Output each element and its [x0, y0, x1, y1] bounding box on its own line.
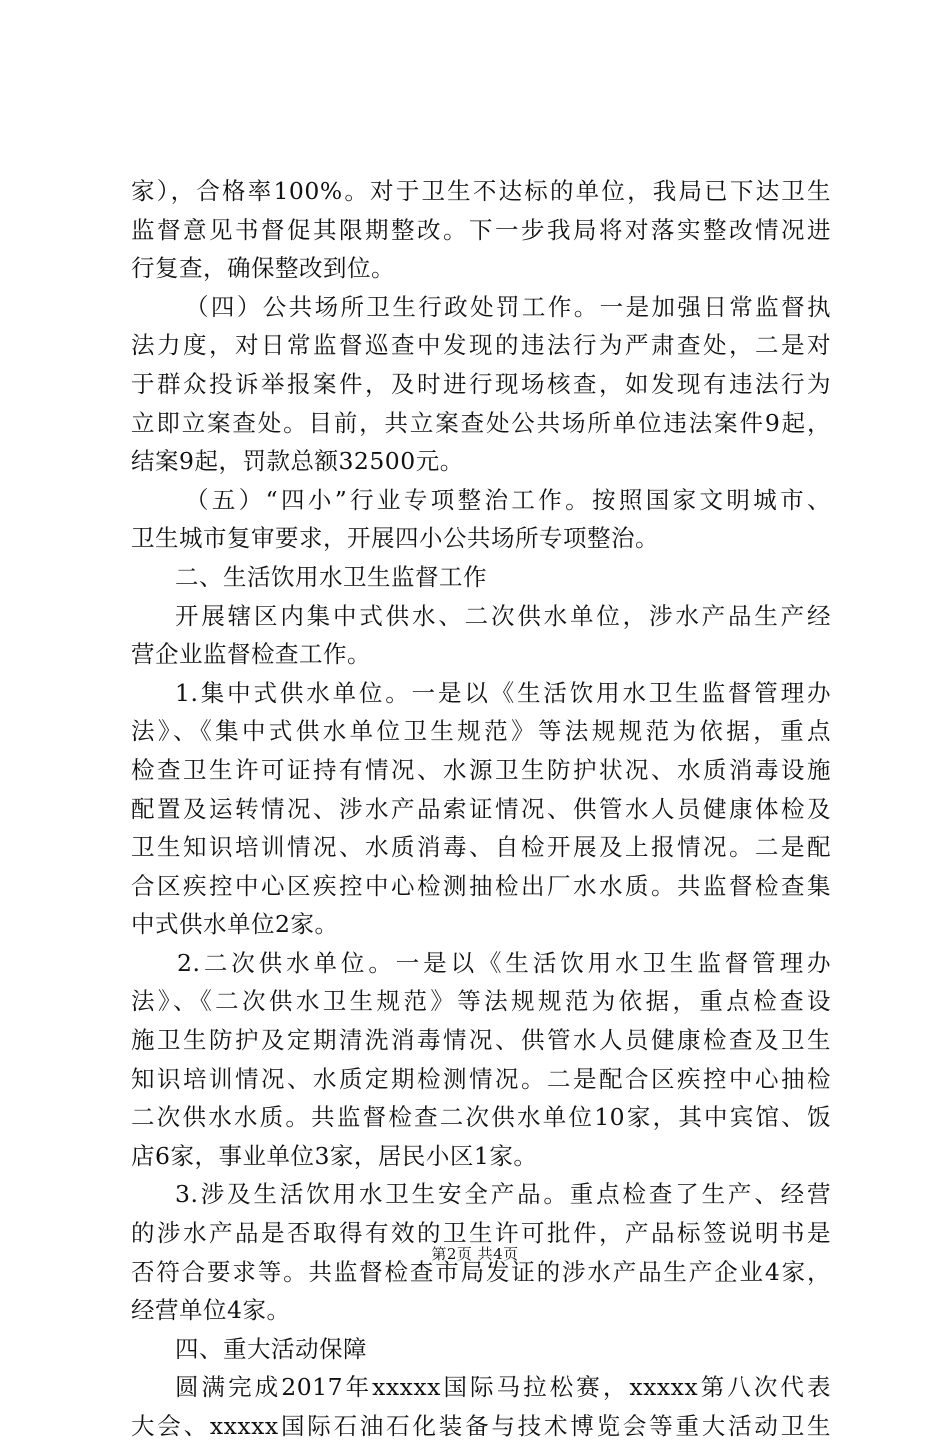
text-line: 开展辖区内集中式供水、二次供水单位，涉水产品生产经	[175, 601, 831, 630]
text-line: 四、重大活动保障	[175, 1334, 367, 1363]
text-line: （五）“四小”行业专项整治工作。按照国家文明城市、	[185, 485, 831, 514]
text-line: 监督意见书督促其限期整改。下一步我局将对落实整改情况进	[131, 215, 831, 244]
text-line: 营企业监督检查工作。	[131, 640, 371, 669]
text-line: 卫生知识培训情况、水质消毒、自检开展及上报情况。二是配	[131, 833, 831, 862]
text-line: 圆满完成2017年xxxxx国际马拉松赛，xxxxx第八次代表	[175, 1373, 831, 1402]
text-line: 立即立案查处。目前，共立案查处公共场所单位违法案件9起，	[131, 408, 831, 437]
text-line: 否符合要求等。共监督检查市局发证的涉水产品生产企业4家，	[131, 1257, 831, 1286]
text-line: 于群众投诉举报案件，及时进行现场核查，如发现有违法行为	[131, 369, 831, 398]
text-line: 法力度，对日常监督巡查中发现的违法行为严肃查处，二是对	[131, 331, 831, 360]
text-line: 的涉水产品是否取得有效的卫生许可批件，产品标签说明书是	[131, 1219, 831, 1248]
text-line: 法》、《集中式供水单位卫生规范》等法规规范为依据，重点	[131, 717, 831, 746]
text-line: 行复查，确保整改到位。	[131, 254, 395, 283]
text-line: 二、生活饮用水卫生监督工作	[175, 562, 487, 591]
text-line: 经营单位4家。	[131, 1296, 291, 1325]
text-line: 3.涉及生活饮用水卫生安全产品。重点检查了生产、经营	[175, 1180, 831, 1209]
text-line: 结案9起，罚款总额32500元。	[131, 447, 464, 476]
text-line: 2.二次供水单位。一是以《生活饮用水卫生监督管理办	[177, 948, 831, 977]
text-line: （四）公共场所卫生行政处罚工作。一是加强日常监督执	[185, 292, 831, 321]
text-line: 法》、《二次供水卫生规范》等法规规范为依据，重点检查设	[131, 987, 831, 1016]
text-line: 大会、xxxxx国际石油石化装备与技术博览会等重大活动卫生	[131, 1412, 831, 1440]
text-line: 合区疾控中心区疾控中心检测抽检出厂水水质。共监督检查集	[131, 871, 831, 900]
text-line: 家），合格率100%。对于卫生不达标的单位，我局已下达卫生	[131, 177, 831, 205]
text-line: 检查卫生许可证持有情况、水源卫生防护状况、水质消毒设施	[131, 755, 831, 784]
text-line: 二次供水水质。共监督检查二次供水单位10家，其中宾馆、饭	[131, 1103, 831, 1132]
text-line: 施卫生防护及定期清洗消毒情况、供管水人员健康检查及卫生	[131, 1026, 831, 1055]
text-line: 配置及运转情况、涉水产品索证情况、供管水人员健康体检及	[131, 794, 831, 823]
text-line: 卫生城市复审要求，开展四小公共场所专项整治。	[131, 524, 659, 553]
text-line: 知识培训情况、水质定期检测情况。二是配合区疾控中心抽检	[131, 1064, 831, 1093]
text-line: 1.集中式供水单位。一是以《生活饮用水卫生监督管理办	[175, 678, 831, 707]
text-line: 店6家，事业单位3家，居民小区1家。	[131, 1141, 538, 1170]
page-footer: 第2页 共4页	[431, 1245, 519, 1263]
text-line: 中式供水单位2家。	[131, 910, 339, 939]
